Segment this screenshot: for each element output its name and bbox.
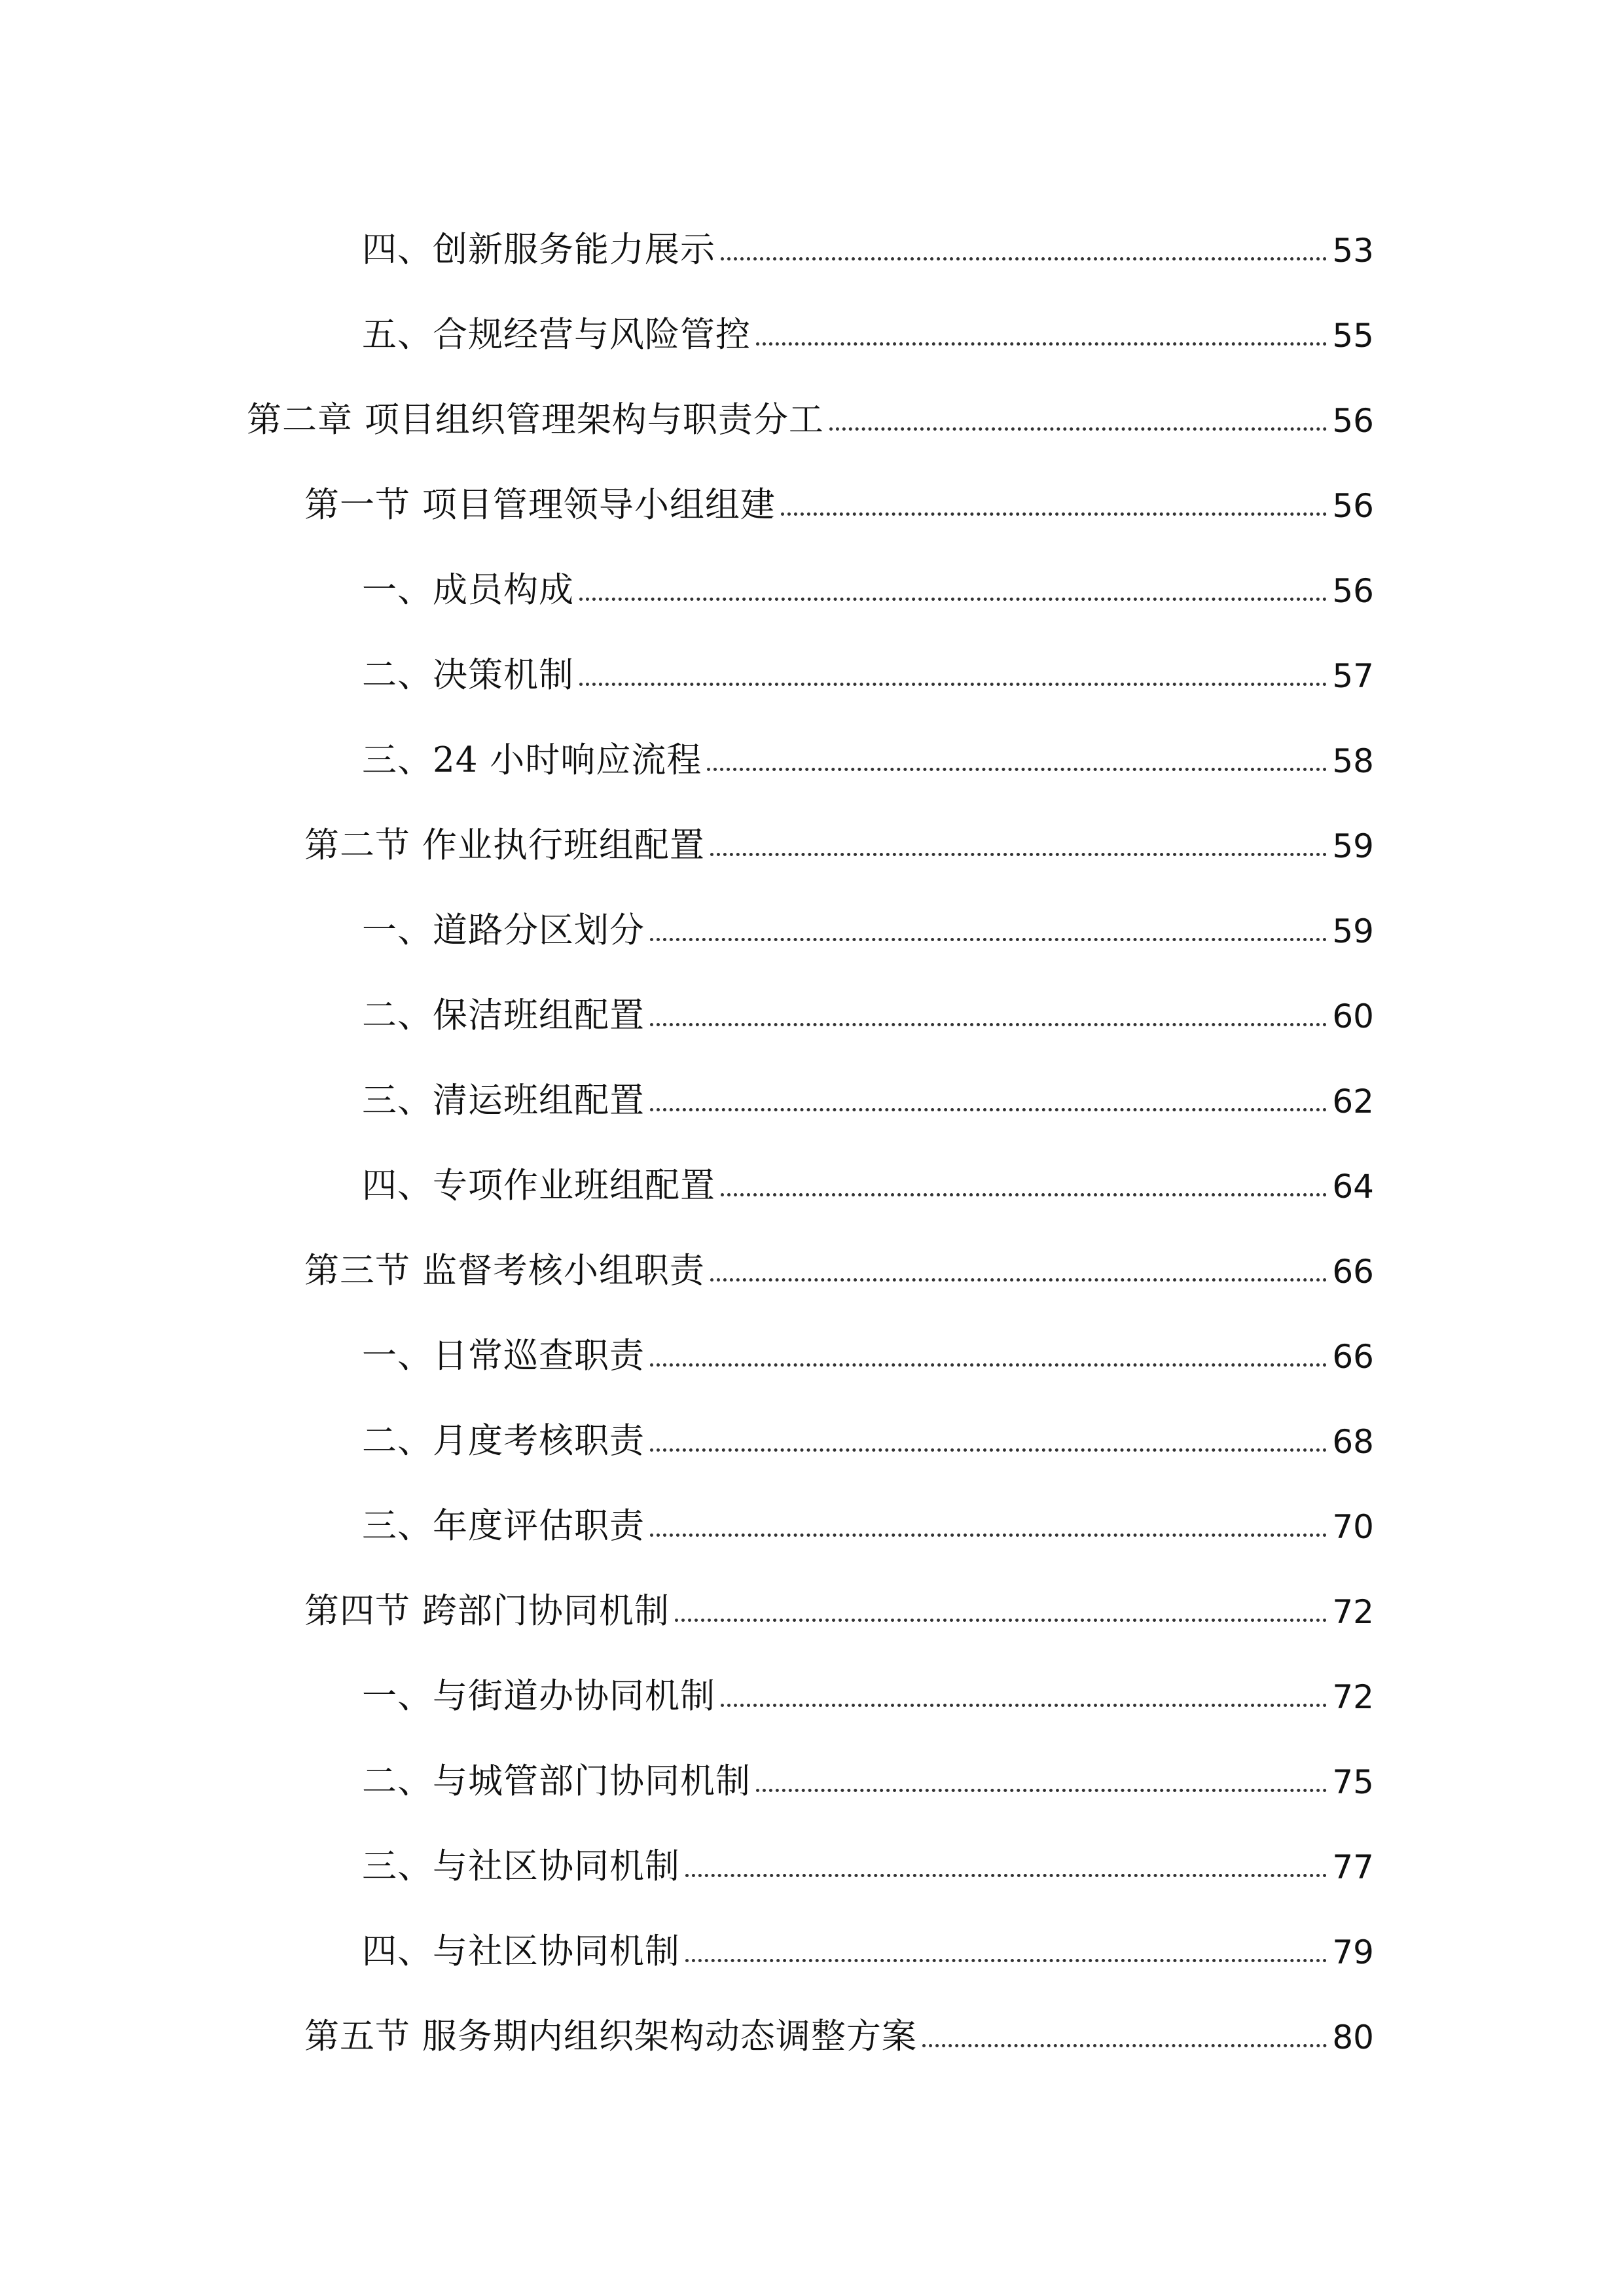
toc-entry[interactable] xyxy=(304,463,1374,525)
toc-page-number: 75 xyxy=(1332,1763,1374,1801)
dot-leader xyxy=(650,938,1327,941)
toc-entry-label: 五、合规经营与风险管控 xyxy=(362,315,751,355)
toc-page-number: 60 xyxy=(1332,997,1374,1035)
toc-entry-label: 四、与社区协同机制 xyxy=(362,1931,680,1971)
toc-page-number: 56 xyxy=(1332,402,1374,440)
dot-leader xyxy=(685,1959,1327,1962)
dot-leader xyxy=(685,1874,1327,1877)
toc-entry-label: 二、保洁班组配置 xyxy=(362,996,645,1035)
toc-page-number: 62 xyxy=(1332,1083,1374,1121)
dot-leader xyxy=(710,853,1327,856)
toc-entry[interactable] xyxy=(362,1399,1374,1461)
toc-entry[interactable] xyxy=(362,208,1374,270)
toc-page-number: 55 xyxy=(1332,317,1374,355)
toc-entry[interactable] xyxy=(362,719,1374,778)
toc-page-number: 53 xyxy=(1332,232,1374,270)
toc-entry[interactable] xyxy=(362,1314,1374,1376)
toc-entry[interactable] xyxy=(304,1229,1374,1291)
dot-leader xyxy=(721,1193,1327,1196)
toc-page-number: 56 xyxy=(1332,572,1374,610)
dot-leader xyxy=(707,768,1327,771)
toc-page-number: 59 xyxy=(1332,827,1374,865)
toc-page-number: 80 xyxy=(1332,2018,1374,2056)
toc-entry[interactable] xyxy=(362,1484,1374,1546)
toc-entry-label: 一、道路分区划分 xyxy=(362,910,645,950)
toc-entry-label: 四、专项作业班组配置 xyxy=(362,1166,715,1206)
toc-entry[interactable] xyxy=(362,889,1374,948)
toc-entry-label: 一、成员构成 xyxy=(362,570,574,610)
toc-entry[interactable] xyxy=(362,974,1374,1033)
toc-entry-label: 第一节 项目管理领导小组组建 xyxy=(304,485,776,525)
toc-entry-label: 第三节 监督考核小组职责 xyxy=(304,1251,705,1291)
toc-entry[interactable] xyxy=(304,1995,1374,2054)
toc-page-number: 56 xyxy=(1332,487,1374,525)
dot-leader xyxy=(579,683,1327,686)
toc-page-number: 59 xyxy=(1332,912,1374,950)
toc-entry[interactable] xyxy=(362,1825,1374,1884)
toc-entry[interactable] xyxy=(362,634,1374,695)
toc-entry-label: 一、与街道办协同机制 xyxy=(362,1676,715,1716)
toc-entry-label: 三、与社区协同机制 xyxy=(362,1846,680,1886)
toc-entry-label: 第二章 项目组织管理架构与职责分工 xyxy=(247,400,824,440)
toc-page-number: 66 xyxy=(1332,1338,1374,1376)
dot-leader xyxy=(829,427,1327,431)
toc-entry-label: 二、决策机制 xyxy=(362,655,574,695)
toc-entry[interactable] xyxy=(362,1910,1374,1969)
dot-leader xyxy=(650,1534,1327,1537)
toc-entry-label: 二、与城管部门协同机制 xyxy=(362,1761,751,1801)
toc-page-number: 72 xyxy=(1332,1593,1374,1631)
toc-entry-label: 三、年度评估职责 xyxy=(362,1506,645,1546)
toc-entry[interactable] xyxy=(362,1740,1374,1799)
toc-entry[interactable] xyxy=(304,1570,1374,1631)
toc-entry-label: 三、24 小时响应流程 xyxy=(362,740,702,780)
dot-leader xyxy=(710,1278,1327,1282)
toc-entry[interactable] xyxy=(362,548,1374,610)
toc-page-number: 66 xyxy=(1332,1253,1374,1291)
toc-entry[interactable] xyxy=(362,1655,1374,1716)
dot-leader xyxy=(721,1704,1327,1707)
toc-entry[interactable] xyxy=(304,804,1374,863)
toc-page-number: 57 xyxy=(1332,657,1374,695)
toc-page-number: 77 xyxy=(1332,1848,1374,1886)
toc-entry[interactable] xyxy=(362,1144,1374,1206)
dot-leader xyxy=(650,1363,1327,1367)
dot-leader xyxy=(675,1619,1327,1622)
dot-leader xyxy=(721,257,1327,260)
toc-entry-label: 第四节 跨部门协同机制 xyxy=(304,1591,670,1631)
toc-entry-label: 四、创新服务能力展示 xyxy=(362,230,715,270)
dot-leader xyxy=(650,1108,1327,1111)
toc-entry-label: 第五节 服务期内组织架构动态调整方案 xyxy=(304,2017,917,2056)
toc-entry[interactable] xyxy=(247,378,1374,440)
toc-page-number: 70 xyxy=(1332,1508,1374,1546)
toc-page-number: 64 xyxy=(1332,1168,1374,1206)
toc-entry[interactable] xyxy=(362,293,1374,355)
toc-entry-label: 第二节 作业执行班组配置 xyxy=(304,825,705,865)
dot-leader xyxy=(756,1789,1327,1792)
toc-page-number: 72 xyxy=(1332,1678,1374,1716)
toc-entry-label: 一、日常巡查职责 xyxy=(362,1336,645,1376)
dot-leader xyxy=(650,1448,1327,1452)
toc-entry-label: 三、清运班组配置 xyxy=(362,1081,645,1121)
toc-entry-label: 二、月度考核职责 xyxy=(362,1421,645,1461)
dot-leader xyxy=(756,342,1327,346)
dot-leader xyxy=(650,1023,1327,1026)
toc-entry[interactable] xyxy=(362,1059,1374,1121)
dot-leader xyxy=(781,512,1327,516)
dot-leader xyxy=(922,2044,1327,2047)
toc-page-number: 79 xyxy=(1332,1933,1374,1971)
dot-leader xyxy=(579,598,1327,601)
toc-page-number: 68 xyxy=(1332,1423,1374,1461)
toc-page-number: 58 xyxy=(1332,742,1374,780)
